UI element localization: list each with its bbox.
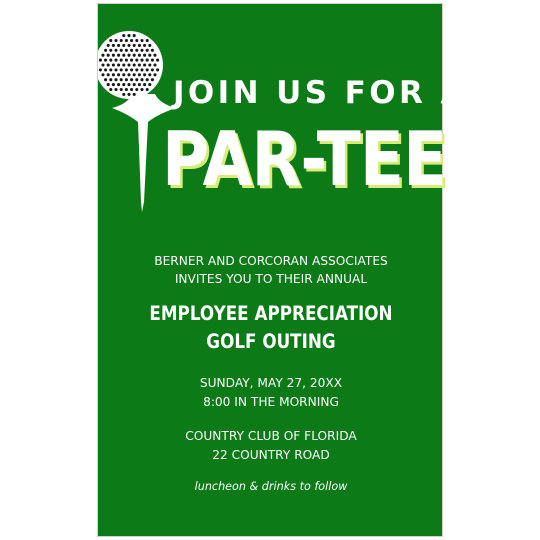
golf-ball-dimple: [143, 73, 146, 76]
golf-ball-dimple: [109, 49, 112, 52]
golf-ball-dimple: [135, 59, 138, 62]
headline-big: PAR-TEE: [162, 115, 447, 203]
golf-ball-dimple: [117, 63, 120, 66]
golf-ball-dimple: [122, 54, 125, 57]
golf-ball-dimple: [148, 63, 151, 66]
golf-ball-dimple: [138, 73, 141, 76]
golf-ball-dimple: [122, 73, 125, 76]
golf-ball-dimple: [104, 78, 107, 81]
golf-ball-dimple: [156, 59, 159, 62]
golf-ball-dimple: [127, 34, 130, 37]
golf-ball-dimple: [117, 44, 120, 47]
golf-ball-dimple: [99, 59, 102, 62]
golf-ball-dimple: [133, 63, 136, 66]
golf-ball-dimple: [148, 83, 151, 86]
golf-ball-dimple: [107, 73, 110, 76]
golf-ball-dimple: [135, 49, 138, 52]
golf-ball-dimple: [112, 54, 115, 57]
golf-ball-dimple: [140, 88, 143, 91]
golf-ball-dimple: [138, 63, 141, 66]
golf-ball-dimple: [122, 44, 125, 47]
golf-ball-dimple: [130, 68, 133, 71]
golf-ball-dimple: [122, 63, 125, 66]
card-background: [98, 4, 468, 536]
golf-ball-dimple: [125, 78, 128, 81]
golf-ball-dimple: [156, 68, 159, 71]
golf-ball-dimple: [135, 39, 138, 42]
golf-ball-dimple: [120, 88, 123, 91]
golf-ball-dimple: [151, 49, 154, 52]
golf-ball-dimple: [112, 73, 115, 76]
golf-ball-dimple: [109, 59, 112, 62]
golf-ball-dimple: [138, 83, 141, 86]
golf-ball-dimple: [133, 34, 136, 37]
golf-ball-dimple: [127, 44, 130, 47]
golf-ball-dimple: [140, 78, 143, 81]
golf-ball-dimple: [120, 78, 123, 81]
golf-ball-dimple: [151, 59, 154, 62]
golf-ball-dimple: [140, 39, 143, 42]
golf-ball-dimple: [99, 68, 102, 71]
golf-ball-dimple: [127, 54, 130, 57]
location-line: 22 COUNTRY ROAD: [212, 448, 330, 462]
golf-ball-dimple: [101, 73, 104, 76]
golf-ball-dimple: [135, 78, 138, 81]
golf-ball-dimple: [146, 39, 149, 42]
golf-ball-dimple: [135, 68, 138, 71]
golf-ball-dimple: [114, 49, 117, 52]
golf-ball-dimple: [127, 93, 130, 96]
golf-ball-dimple: [117, 54, 120, 57]
golf-ball-dimple: [130, 59, 133, 62]
golf-ball-dimple: [114, 78, 117, 81]
golf-ball-dimple: [109, 68, 112, 71]
golf-ball-dimple: [104, 68, 107, 71]
golf-ball-dimple: [114, 88, 117, 91]
golf-ball-dimple: [146, 59, 149, 62]
golf-ball-dimple: [133, 73, 136, 76]
golf-ball-dimple: [120, 49, 123, 52]
golf-ball-dimple: [112, 63, 115, 66]
golf-ball-dimple: [130, 39, 133, 42]
golf-ball-dimple: [114, 68, 117, 71]
location-line: COUNTRY CLUB OF FLORIDA: [185, 429, 357, 443]
golf-ball-dimple: [125, 68, 128, 71]
golf-ball-dimple: [127, 83, 130, 86]
golf-ball-dimple: [146, 88, 149, 91]
golf-ball-dimple: [125, 59, 128, 62]
golf-ball-dimple: [130, 78, 133, 81]
golf-ball-dimple: [153, 73, 156, 76]
golf-ball-dimple: [122, 93, 125, 96]
golf-ball-dimple: [148, 44, 151, 47]
golf-ball-dimple: [122, 34, 125, 37]
host-text: [98, 252, 444, 288]
golf-ball-dimple: [120, 68, 123, 71]
golf-ball-dimple: [107, 54, 110, 57]
golf-ball-dimple: [133, 54, 136, 57]
golf-ball-dimple: [125, 49, 128, 52]
follow-note: luncheon & drinks to follow: [194, 480, 348, 493]
golf-ball-icon: [98, 31, 163, 99]
golf-ball-dimple: [151, 78, 154, 81]
golf-ball-dimple: [127, 73, 130, 76]
host-line: INVITES YOU TO THEIR ANNUAL: [174, 272, 368, 286]
golf-ball-dimple: [112, 44, 115, 47]
golf-ball-dimple: [148, 73, 151, 76]
event-date-time: [98, 374, 444, 412]
golf-ball-dimple: [101, 63, 104, 66]
golf-ball-dimple: [101, 54, 104, 57]
golf-ball-dimple: [107, 83, 110, 86]
golf-ball-dimple: [130, 49, 133, 52]
event-title-line: GOLF OUTING: [206, 330, 336, 353]
golf-ball-dimple: [140, 68, 143, 71]
event-location: [98, 427, 444, 465]
golf-ball-dimple: [153, 63, 156, 66]
golf-ball-dimple: [151, 68, 154, 71]
golf-ball-dimple: [130, 88, 133, 91]
golf-ball-dimple: [146, 78, 149, 81]
golf-ball-dimple: [148, 54, 151, 57]
golf-ball-dimple: [143, 63, 146, 66]
event-title-line: EMPLOYEE APPRECIATION: [149, 302, 393, 325]
golf-ball-dimple: [120, 39, 123, 42]
headline-top: JOIN US FOR A: [173, 75, 468, 111]
golf-ball-dimple: [140, 49, 143, 52]
golf-ball-dimple: [135, 88, 138, 91]
golf-ball-dimple: [133, 44, 136, 47]
golf-ball-dimple: [140, 59, 143, 62]
golf-ball-dimple: [117, 73, 120, 76]
golf-ball-dimple: [122, 83, 125, 86]
host-line: BERNER AND CORCORAN ASSOCIATES: [154, 254, 388, 268]
golf-ball-dimple: [107, 44, 110, 47]
golf-ball-dimple: [109, 88, 112, 91]
golf-ball-dimple: [153, 54, 156, 57]
golf-ball-dimple: [125, 88, 128, 91]
golf-ball-dimple: [117, 83, 120, 86]
golf-ball-dimple: [109, 78, 112, 81]
golf-ball-dimple: [143, 44, 146, 47]
date-line: SUNDAY, MAY 27, 20XX: [199, 376, 343, 390]
golf-ball-dimple: [146, 68, 149, 71]
golf-ball-dimple: [133, 83, 136, 86]
golf-ball-dimple: [107, 63, 110, 66]
golf-ball-dimple: [133, 93, 136, 96]
time-line: 8:00 IN THE MORNING: [203, 395, 339, 409]
golf-ball-dimple: [143, 83, 146, 86]
golf-ball-dimple: [112, 83, 115, 86]
golf-ball-dimple: [114, 39, 117, 42]
event-title: [98, 300, 444, 356]
golf-ball-dimple: [138, 44, 141, 47]
golf-ball-dimple: [104, 49, 107, 52]
golf-ball-dimple: [127, 63, 130, 66]
golf-ball-dimple: [146, 49, 149, 52]
golf-ball-dimple: [143, 54, 146, 57]
golf-ball-dimple: [138, 54, 141, 57]
golf-ball-dimple: [104, 59, 107, 62]
invitation-card: [97, 3, 468, 537]
golf-ball-dimple: [120, 59, 123, 62]
golf-ball-dimple: [114, 59, 117, 62]
golf-ball-dimple: [109, 39, 112, 42]
golf-ball-dimple: [125, 39, 128, 42]
